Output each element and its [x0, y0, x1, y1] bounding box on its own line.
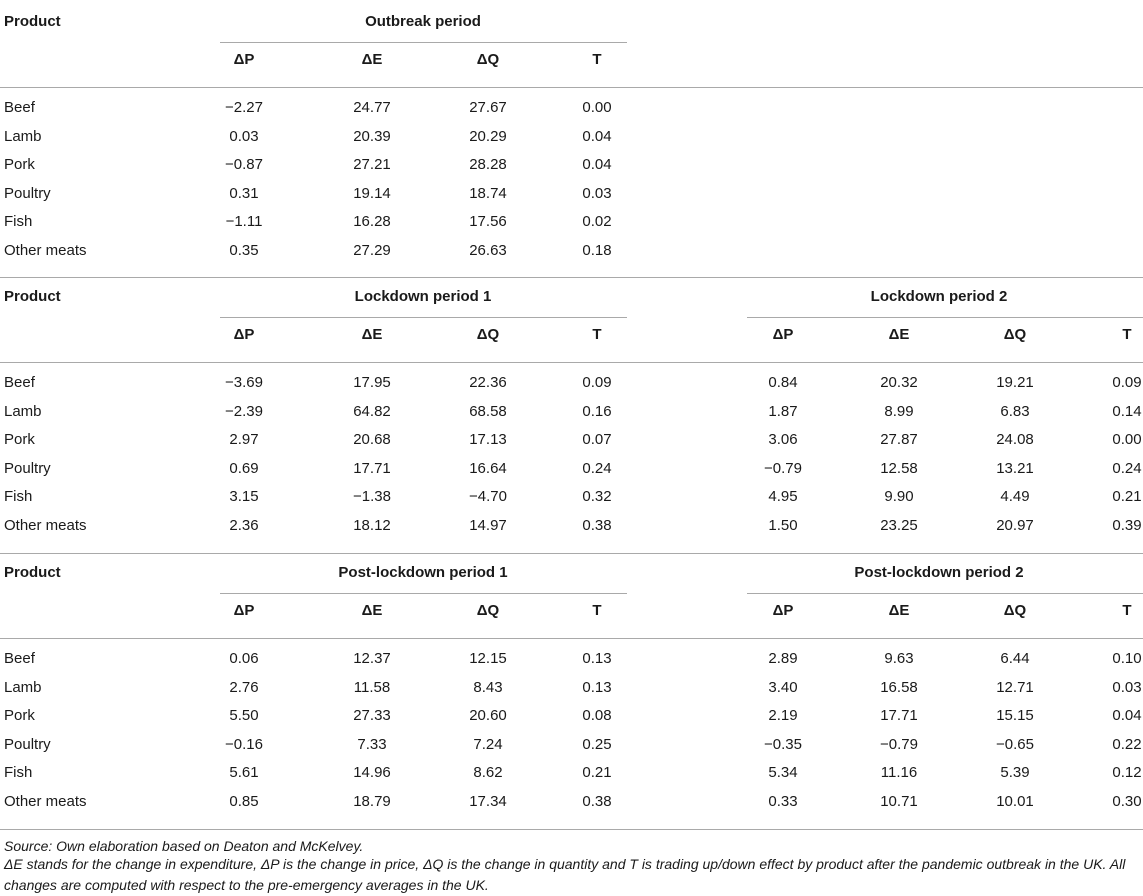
product-name: Beef — [4, 374, 35, 391]
value-cell: 0.38 — [582, 793, 612, 810]
value-cell: 0.22 — [1112, 736, 1142, 753]
value-cell: 4.95 — [768, 488, 798, 505]
product-header: Product — [4, 13, 61, 30]
column-header-delta-e: ΔE — [361, 602, 383, 619]
value-cell: 6.83 — [1000, 403, 1030, 420]
value-cell: 2.97 — [229, 431, 259, 448]
column-header-delta-q: ΔQ — [1003, 326, 1027, 343]
value-cell: 0.04 — [1112, 707, 1142, 724]
period-title: Lockdown period 1 — [354, 288, 492, 305]
value-cell: 2.89 — [768, 650, 798, 667]
table-row — [0, 455, 1143, 483]
header-rule — [0, 362, 1143, 363]
value-cell: 10.01 — [996, 793, 1034, 810]
value-cell: 0.24 — [1112, 460, 1142, 477]
value-cell: 0.02 — [582, 213, 612, 230]
table-row — [0, 151, 1143, 179]
value-cell: 12.58 — [880, 460, 918, 477]
value-cell: 19.14 — [353, 185, 391, 202]
value-cell: 1.50 — [768, 517, 798, 534]
value-cell: 0.25 — [582, 736, 612, 753]
value-cell: 27.33 — [353, 707, 391, 724]
table-row — [0, 702, 1143, 730]
value-cell: 14.97 — [469, 517, 507, 534]
value-cell: −0.65 — [996, 736, 1034, 753]
value-cell: 2.76 — [229, 679, 259, 696]
product-header: Product — [4, 564, 61, 581]
value-cell: −2.27 — [225, 99, 263, 116]
value-cell: 0.69 — [229, 460, 259, 477]
column-header-delta-q: ΔQ — [476, 326, 500, 343]
value-cell: 17.56 — [469, 213, 507, 230]
value-cell: 11.16 — [880, 764, 918, 781]
product-name: Fish — [4, 488, 33, 505]
value-cell: 4.49 — [1000, 488, 1030, 505]
column-header-delta-e: ΔE — [888, 326, 910, 343]
value-cell: 3.15 — [229, 488, 259, 505]
value-cell: −2.39 — [225, 403, 263, 420]
value-cell: 0.00 — [1112, 431, 1142, 448]
value-cell: 68.58 — [469, 403, 507, 420]
value-cell: 0.08 — [582, 707, 612, 724]
period-title: Lockdown period 2 — [870, 288, 1008, 305]
table-bottom-rule — [0, 829, 1143, 830]
value-cell: 24.77 — [353, 99, 391, 116]
column-header-delta-p: ΔP — [772, 602, 794, 619]
value-cell: 23.25 — [880, 517, 918, 534]
value-cell: 18.79 — [353, 793, 391, 810]
value-cell: 0.04 — [582, 156, 612, 173]
product-name: Pork — [4, 431, 35, 448]
value-cell: 0.38 — [582, 517, 612, 534]
value-cell: 8.43 — [473, 679, 503, 696]
value-cell: 0.18 — [582, 242, 612, 259]
value-cell: 0.09 — [1112, 374, 1142, 391]
value-cell: −3.69 — [225, 374, 263, 391]
product-name: Poultry — [4, 736, 51, 753]
value-cell: 16.28 — [353, 213, 391, 230]
column-header-t: T — [592, 51, 602, 68]
value-cell: 19.21 — [996, 374, 1034, 391]
value-cell: 2.36 — [229, 517, 259, 534]
value-cell: 0.07 — [582, 431, 612, 448]
value-cell: 0.13 — [582, 650, 612, 667]
value-cell: 0.06 — [229, 650, 259, 667]
value-cell: 20.97 — [996, 517, 1034, 534]
value-cell: 64.82 — [353, 403, 391, 420]
value-cell: 11.58 — [353, 679, 391, 696]
table-row — [0, 731, 1143, 759]
value-cell: 18.74 — [469, 185, 507, 202]
value-cell: −1.11 — [225, 213, 263, 230]
value-cell: 0.30 — [1112, 793, 1142, 810]
product-name: Fish — [4, 213, 33, 230]
column-header-delta-e: ΔE — [888, 602, 910, 619]
value-cell: 0.35 — [229, 242, 259, 259]
value-cell: −4.70 — [469, 488, 507, 505]
table-row — [0, 94, 1143, 122]
column-header-delta-p: ΔP — [772, 326, 794, 343]
value-cell: 5.34 — [768, 764, 798, 781]
value-cell: 8.62 — [473, 764, 503, 781]
value-cell: 0.33 — [768, 793, 798, 810]
value-cell: 24.08 — [996, 431, 1034, 448]
value-cell: 20.68 — [353, 431, 391, 448]
value-cell: 0.03 — [1112, 679, 1142, 696]
value-cell: 20.29 — [469, 128, 507, 145]
value-cell: 20.39 — [353, 128, 391, 145]
value-cell: 0.32 — [582, 488, 612, 505]
value-cell: 17.71 — [880, 707, 918, 724]
period-title: Outbreak period — [365, 13, 481, 30]
product-header: Product — [4, 288, 61, 305]
value-cell: 0.04 — [582, 128, 612, 145]
period-underline — [220, 317, 627, 318]
table-row — [0, 398, 1143, 426]
period-underline — [747, 317, 1143, 318]
value-cell: 0.00 — [582, 99, 612, 116]
value-cell: 0.85 — [229, 793, 259, 810]
column-header-t: T — [1122, 326, 1132, 343]
period-underline — [220, 593, 627, 594]
value-cell: 0.21 — [1112, 488, 1142, 505]
value-cell: 0.24 — [582, 460, 612, 477]
value-cell: −0.79 — [764, 460, 802, 477]
value-cell: 18.12 — [353, 517, 391, 534]
column-header-delta-p: ΔP — [233, 602, 255, 619]
source-note: Source: Own elaboration based on Deaton and McKelvey. — [4, 838, 364, 854]
value-cell: 0.39 — [1112, 517, 1142, 534]
product-name: Other meats — [4, 242, 87, 259]
value-cell: 3.40 — [768, 679, 798, 696]
value-cell: 0.16 — [582, 403, 612, 420]
value-cell: 26.63 — [469, 242, 507, 259]
value-cell: 20.32 — [880, 374, 918, 391]
value-cell: 17.71 — [353, 460, 391, 477]
value-cell: −0.35 — [764, 736, 802, 753]
product-name: Lamb — [4, 128, 42, 145]
value-cell: 17.95 — [353, 374, 391, 391]
value-cell: −1.38 — [353, 488, 391, 505]
column-header-delta-q: ΔQ — [476, 51, 500, 68]
product-name: Lamb — [4, 679, 42, 696]
value-cell: 27.29 — [353, 242, 391, 259]
table-row — [0, 208, 1143, 236]
value-cell: 3.06 — [768, 431, 798, 448]
value-cell: 14.96 — [353, 764, 391, 781]
value-cell: 17.13 — [469, 431, 507, 448]
value-cell: 5.50 — [229, 707, 259, 724]
value-cell: 0.84 — [768, 374, 798, 391]
value-cell: 16.58 — [880, 679, 918, 696]
value-cell: 9.63 — [884, 650, 914, 667]
value-cell: 27.87 — [880, 431, 918, 448]
value-cell: 2.19 — [768, 707, 798, 724]
product-name: Other meats — [4, 517, 87, 534]
table-row — [0, 788, 1143, 816]
product-name: Pork — [4, 156, 35, 173]
value-cell: 6.44 — [1000, 650, 1030, 667]
column-header-t: T — [592, 602, 602, 619]
value-cell: 15.15 — [996, 707, 1034, 724]
table-row — [0, 512, 1143, 540]
value-cell: 7.33 — [357, 736, 387, 753]
table-row — [0, 483, 1143, 511]
period-underline — [220, 42, 627, 43]
value-cell: 0.31 — [229, 185, 259, 202]
table-row — [0, 123, 1143, 151]
value-cell: 17.34 — [469, 793, 507, 810]
table-row — [0, 180, 1143, 208]
value-cell: 0.10 — [1112, 650, 1142, 667]
table-row — [0, 645, 1143, 673]
column-header-delta-p: ΔP — [233, 326, 255, 343]
value-cell: 5.61 — [229, 764, 259, 781]
value-cell: 0.12 — [1112, 764, 1142, 781]
value-cell: 22.36 — [469, 374, 507, 391]
column-header-t: T — [1122, 602, 1132, 619]
section-divider — [0, 553, 1143, 554]
product-name: Poultry — [4, 460, 51, 477]
value-cell: 7.24 — [473, 736, 503, 753]
value-cell: 8.99 — [884, 403, 914, 420]
product-name: Beef — [4, 99, 35, 116]
value-cell: 0.03 — [582, 185, 612, 202]
value-cell: −0.87 — [225, 156, 263, 173]
value-cell: 5.39 — [1000, 764, 1030, 781]
value-cell: 20.60 — [469, 707, 507, 724]
value-cell: 16.64 — [469, 460, 507, 477]
value-cell: 0.03 — [229, 128, 259, 145]
value-cell: 0.13 — [582, 679, 612, 696]
table-row — [0, 759, 1143, 787]
product-name: Lamb — [4, 403, 42, 420]
product-name: Pork — [4, 707, 35, 724]
value-cell: 9.90 — [884, 488, 914, 505]
value-cell: −0.16 — [225, 736, 263, 753]
column-header-delta-q: ΔQ — [476, 602, 500, 619]
value-cell: 0.21 — [582, 764, 612, 781]
value-cell: 27.21 — [353, 156, 391, 173]
value-cell: 12.37 — [353, 650, 391, 667]
column-header-delta-p: ΔP — [233, 51, 255, 68]
product-name: Fish — [4, 764, 33, 781]
value-cell: 10.71 — [880, 793, 918, 810]
section-divider — [0, 277, 1143, 278]
value-cell: 12.15 — [469, 650, 507, 667]
column-header-delta-e: ΔE — [361, 51, 383, 68]
definition-note: ΔE stands for the change in expenditure, ΔP is the change in price, ΔQ is the change in quantity and T is trading up/down effect by product after the pandemic outbreak in the UK. All changes are computed with respect to the pre-emergency averages in the UK. — [4, 856, 1126, 893]
product-name: Poultry — [4, 185, 51, 202]
value-cell: 13.21 — [996, 460, 1034, 477]
value-cell: 1.87 — [768, 403, 798, 420]
value-cell: 28.28 — [469, 156, 507, 173]
column-header-t: T — [592, 326, 602, 343]
product-name: Beef — [4, 650, 35, 667]
product-name: Other meats — [4, 793, 87, 810]
value-cell: 0.14 — [1112, 403, 1142, 420]
column-header-delta-q: ΔQ — [1003, 602, 1027, 619]
value-cell: −0.79 — [880, 736, 918, 753]
value-cell: 27.67 — [469, 99, 507, 116]
table-row — [0, 426, 1143, 454]
header-rule — [0, 87, 1143, 88]
table-row — [0, 237, 1143, 265]
period-title: Post-lockdown period 1 — [338, 564, 508, 581]
value-cell: 12.71 — [996, 679, 1034, 696]
value-cell: 0.09 — [582, 374, 612, 391]
column-header-delta-e: ΔE — [361, 326, 383, 343]
table-row — [0, 674, 1143, 702]
period-title: Post-lockdown period 2 — [854, 564, 1024, 581]
period-underline — [747, 593, 1143, 594]
header-rule — [0, 638, 1143, 639]
table-row — [0, 369, 1143, 397]
